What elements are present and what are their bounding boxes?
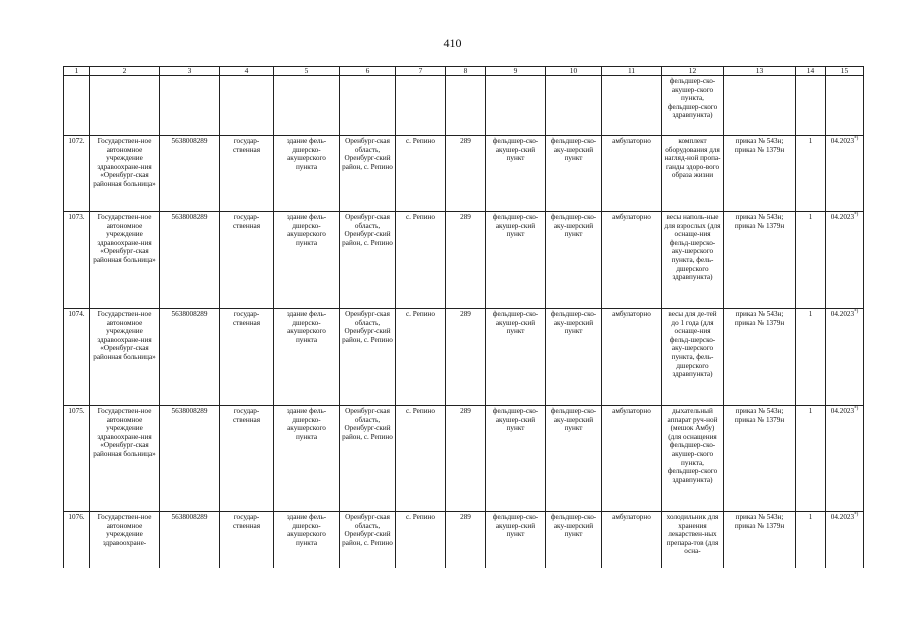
care-form-cell: амбулаторно (602, 212, 662, 309)
building-cell: здание фель-дшерско-акушерского пункта (274, 512, 340, 572)
unit-type-cell: фельдшер-ско-акушер-ский пункт (486, 406, 546, 512)
quantity-cell: 1 (796, 406, 826, 512)
unit-type-cell: фельдшер-ско-акушер-ский пункт (486, 512, 546, 572)
address-cell: Оренбург-ская область, Оренбург-ский район, с. Репино (340, 136, 396, 212)
order-cell: приказ № 543н; приказ № 1379н (724, 212, 796, 309)
column-number: 8 (446, 67, 486, 76)
date-cell: 04.2023*) (826, 406, 864, 512)
date-cell: 04.2023*) (826, 309, 864, 406)
building-cell: здание фель-дшерско-акушерского пункта (274, 406, 340, 512)
column-number: 10 (546, 67, 602, 76)
page-number: 410 (443, 36, 462, 50)
order-cell: приказ № 543н; приказ № 1379н (724, 406, 796, 512)
row-number-cell: 1073. (64, 212, 90, 309)
footnote-mark: *) (854, 309, 859, 315)
locality-cell: с. Репино (396, 136, 446, 212)
table-row (64, 309, 864, 406)
care-form-cell: амбулаторно (602, 136, 662, 212)
continuation-row (64, 76, 864, 136)
equipment-cell: весы для де-тей до 1 года (для оснаще-ния фельд-шерско-аку-шерского пункта, фель-дшерского здравпункта) (662, 309, 724, 406)
column-number: 2 (90, 67, 160, 76)
quantity-cell: 1 (796, 512, 826, 572)
code-cell: 289 (446, 309, 486, 406)
equipment-cell: дыхательный аппарат руч-ной (мешок Амбу) (для оснащения фельдшер-ско-акушер-ского пункта, фельдшер-ского здравпункта) (662, 406, 724, 512)
quantity-cell: 1 (796, 309, 826, 406)
column-number-row (64, 67, 864, 76)
column-number: 15 (826, 67, 864, 76)
locality-cell: с. Репино (396, 512, 446, 572)
organization-cell: Государствен-ное автономное учреждение здравоохране-ния «Оренбург-ская районная больница» (90, 212, 160, 309)
inn-cell: 5638008289 (160, 212, 220, 309)
table-row (64, 136, 864, 212)
care-form-cell: амбулаторно (602, 309, 662, 406)
equipment-cell: холодильник для хранения лекарствен-ных препара-тов (для осна- (662, 512, 724, 572)
page-bottom-margin (0, 568, 905, 640)
unit-type-cell: фельдшер-ско-акушер-ский пункт (486, 309, 546, 406)
quantity-cell: 1 (796, 212, 826, 309)
ownership-cell: государ-ственная (220, 512, 274, 572)
equipment-cell: фельдшер-ско-акушер-ского пункта, фельдшер-ского здравпункта) (662, 76, 724, 136)
column-number: 4 (220, 67, 274, 76)
order-cell: приказ № 543н; приказ № 1379н (724, 512, 796, 572)
organization-cell: Государствен-ное автономное учреждение здравоохране- (90, 512, 160, 572)
locality-cell: с. Репино (396, 212, 446, 309)
address-cell: Оренбург-ская область, Оренбург-ский район, с. Репино (340, 212, 396, 309)
locality-cell: с. Репино (396, 309, 446, 406)
row-number-cell: 1075. (64, 406, 90, 512)
address-cell: Оренбург-ская область, Оренбург-ский район, с. Репино (340, 512, 396, 572)
date-cell: 04.2023*) (826, 212, 864, 309)
footnote-mark: *) (854, 136, 859, 142)
column-number: 14 (796, 67, 826, 76)
row-number-cell: 1076. (64, 512, 90, 572)
unit-name-cell: фельдшер-ско-аку-шерский пункт (546, 406, 602, 512)
address-cell: Оренбург-ская область, Оренбург-ский район, с. Репино (340, 406, 396, 512)
column-number: 13 (724, 67, 796, 76)
locality-cell: с. Репино (396, 406, 446, 512)
code-cell: 289 (446, 212, 486, 309)
building-cell: здание фель-дшерско-акушерского пункта (274, 212, 340, 309)
date-cell: 04.2023*) (826, 512, 864, 572)
column-number: 7 (396, 67, 446, 76)
organization-cell: Государствен-ное автономное учреждение здравоохране-ния «Оренбург-ская районная больница» (90, 136, 160, 212)
inn-cell: 5638008289 (160, 136, 220, 212)
column-number: 12 (662, 67, 724, 76)
registry-table (63, 66, 864, 572)
address-cell: Оренбург-ская область, Оренбург-ский район, с. Репино (340, 309, 396, 406)
ownership-cell: государ-ственная (220, 212, 274, 309)
table-row (64, 406, 864, 512)
inn-cell: 5638008289 (160, 512, 220, 572)
equipment-cell: весы наполь-ные для взрослых (для оснаще-ния фельд-шерско-аку-шерского пункта, фель-дшерского здравпункта) (662, 212, 724, 309)
code-cell: 289 (446, 136, 486, 212)
table-row (64, 512, 864, 572)
building-cell: здание фель-дшерско-акушерского пункта (274, 136, 340, 212)
order-cell: приказ № 543н; приказ № 1379н (724, 309, 796, 406)
footnote-mark: *) (854, 512, 859, 518)
ownership-cell: государ-ственная (220, 309, 274, 406)
table-row (64, 212, 864, 309)
ownership-cell: государ-ственная (220, 406, 274, 512)
row-number-cell: 1072. (64, 136, 90, 212)
equipment-cell: комплект оборудования для нагляд-ной пропа-ганды здоро-вого образа жизни (662, 136, 724, 212)
unit-name-cell: фельдшер-ско-аку-шерский пункт (546, 309, 602, 406)
ownership-cell: государ-ственная (220, 136, 274, 212)
footnote-mark: *) (854, 406, 859, 412)
unit-type-cell: фельдшер-ско-акушер-ский пункт (486, 212, 546, 309)
quantity-cell: 1 (796, 136, 826, 212)
column-number: 5 (274, 67, 340, 76)
building-cell: здание фель-дшерско-акушерского пункта (274, 309, 340, 406)
column-number: 11 (602, 67, 662, 76)
column-number: 9 (486, 67, 546, 76)
care-form-cell: амбулаторно (602, 512, 662, 572)
footnote-mark: *) (854, 212, 859, 218)
care-form-cell: амбулаторно (602, 406, 662, 512)
unit-name-cell: фельдшер-ско-аку-шерский пункт (546, 136, 602, 212)
inn-cell: 5638008289 (160, 309, 220, 406)
row-number-cell: 1074. (64, 309, 90, 406)
order-cell: приказ № 543н; приказ № 1379н (724, 136, 796, 212)
column-number: 1 (64, 67, 90, 76)
organization-cell: Государствен-ное автономное учреждение здравоохране-ния «Оренбург-ская районная больница» (90, 309, 160, 406)
code-cell: 289 (446, 406, 486, 512)
inn-cell: 5638008289 (160, 406, 220, 512)
unit-name-cell: фельдшер-ско-аку-шерский пункт (546, 512, 602, 572)
column-number: 3 (160, 67, 220, 76)
date-cell: 04.2023*) (826, 136, 864, 212)
code-cell: 289 (446, 512, 486, 572)
unit-name-cell: фельдшер-ско-аку-шерский пункт (546, 212, 602, 309)
organization-cell: Государствен-ное автономное учреждение здравоохране-ния «Оренбург-ская районная больница» (90, 406, 160, 512)
unit-type-cell: фельдшер-ско-акушер-ский пункт (486, 136, 546, 212)
column-number: 6 (340, 67, 396, 76)
